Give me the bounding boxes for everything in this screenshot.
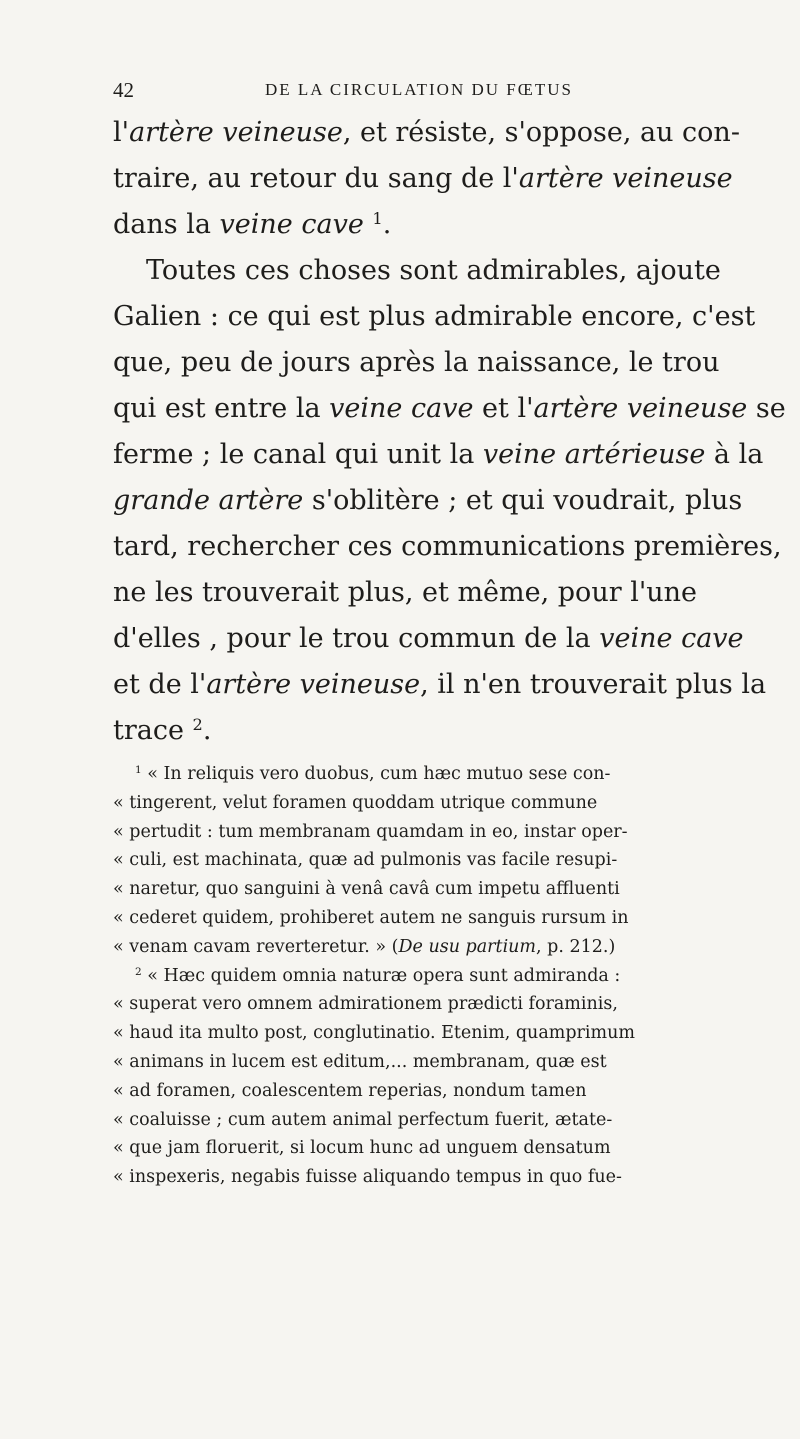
text-line: ferme ; le canal qui unit la veine artérieuse à la [113,439,764,470]
text-line: dans la veine cave $^1$. [113,209,392,240]
main-text [113,110,786,754]
text-line: traire, au retour du sang de l'artère veineuse [113,163,733,194]
text-line: que, peu de jours après la naissance, le trou [113,347,720,378]
footnote-line: « coaluisse ; cum autem animal perfectum fuerit, ætate- [113,1109,613,1130]
text-line: l'artère veineuse, et résiste, s'oppose, au con- [113,117,740,148]
footnote-line: « cederet quidem, prohiberet autem ne sanguis rursum in [113,907,629,928]
text-line: Toutes ces choses sont admirables, ajoute [146,255,721,286]
text-line: trace $^2$. [113,715,212,746]
footnote-line: « tingerent, velut foramen quoddam utrique commune [113,792,598,813]
footnote-line: « ad foramen, coalescentem reperias, nondum tamen [113,1080,587,1101]
footnote-line: « animans in lucem est editum,... membranam, quæ est [113,1051,607,1072]
footnote-line: « superat vero omnem admirationem prædicti foraminis, [113,994,618,1015]
footnote-line: « que jam floruerit, si locum hunc ad unguem densatum [113,1138,611,1159]
running-title: DE LA CIRCULATION DU FŒTUS [265,80,573,99]
text-line: Galien : ce qui est plus admirable encore, c'est [113,301,756,332]
text-line: d'elles , pour le trou commun de la veine cave [113,623,744,654]
footnotes [113,760,773,1192]
footnote-line: « pertudit : tum membranam quamdam in eo, instar oper- [113,821,628,842]
page-number: 42 [113,78,134,102]
footnote-line: « naretur, quo sanguini à venâ cavâ cum impetu affluenti [113,879,620,900]
text-line: tard, rechercher ces communications premières, [113,531,782,562]
footnote-line: « inspexeris, negabis fuisse aliquando tempus in quo fue- [113,1167,622,1188]
footnote-line: $^2$ « Hæc quidem omnia naturæ opera sunt admiranda : [135,965,621,986]
text-line: et de l'artère veineuse, il n'en trouverait plus la [113,669,767,700]
footnote-line: « culi, est machinata, quæ ad pulmonis vas facile resupi- [113,850,618,871]
footnote-line: $^1$ « In reliquis vero duobus, cum hæc mutuo sese con- [135,764,611,784]
text-line: grande artère s'oblitère ; et qui voudrait, plus [113,485,743,516]
text-line: ne les trouverait plus, et même, pour l'une [113,577,698,608]
text-line: qui est entre la veine cave et l'artère veineuse se [113,393,786,424]
footnote-line: « haud ita multo post, conglutinatio. Etenim, quamprimum [113,1023,635,1044]
running-head [113,78,673,106]
footnote-line: « venam cavam reverteretur. » (De usu partium, p. 212.) [113,936,616,957]
